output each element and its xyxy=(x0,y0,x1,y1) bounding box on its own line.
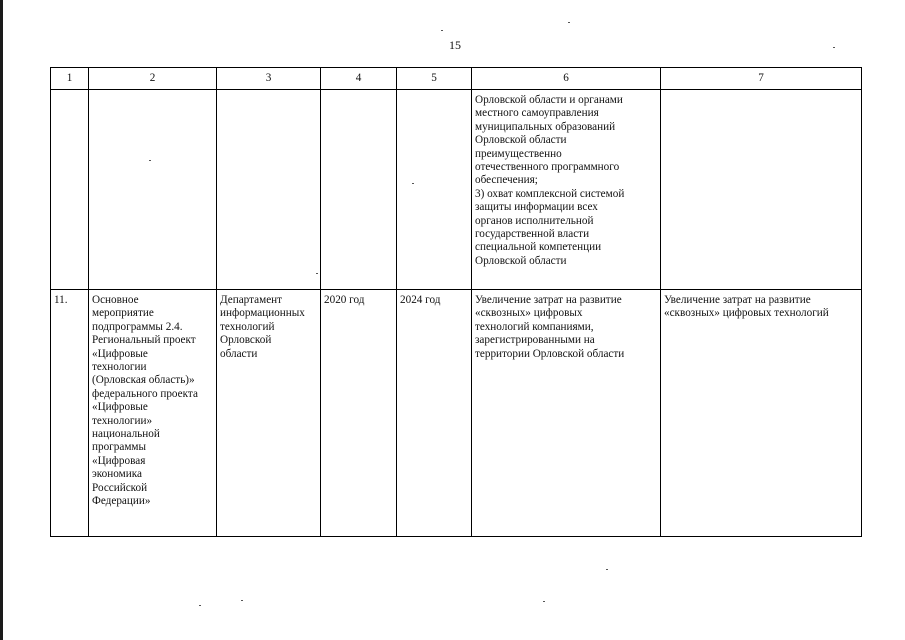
page-scan-edge xyxy=(0,0,3,640)
table-cell xyxy=(661,90,862,290)
table-cell xyxy=(397,90,472,290)
table-cell-expected-result: Увеличение затрат на развитие «сквозных» цифровых технологий компаниями, зарегистрированными на территории Орловской области xyxy=(472,290,661,537)
page-number: 15 xyxy=(449,38,461,52)
column-header: 2 xyxy=(89,68,217,90)
scan-speck xyxy=(606,569,608,570)
table-cell xyxy=(51,90,89,290)
table-cell xyxy=(321,90,397,290)
table-cell-activity: Основное мероприятие подпрограммы 2.4. Региональный проект «Цифровые технологии (Орловская область)» федерального проекта «Цифровые технологии» национальной программы «Цифровая экономика Российской Федерации» xyxy=(89,290,217,537)
table-cell-end-year: 2024 год xyxy=(397,290,472,537)
document-table xyxy=(50,67,862,537)
scan-speck xyxy=(199,605,201,606)
scan-speck xyxy=(149,160,151,161)
table-cell-row-number: 11. xyxy=(51,290,89,537)
table-cell-indicators: Орловской области и органами местного самоуправления муниципальных образований Орловской области преимущественно отечественного программного обеспечения; 3) охват комплексной системой защиты информации всех органов исполнительной государственной власти специальной компетенции Орловской области xyxy=(472,90,661,290)
column-header: 4 xyxy=(321,68,397,90)
scan-speck xyxy=(316,273,318,274)
table-header-row xyxy=(51,68,862,90)
table-row xyxy=(51,290,862,537)
table-cell-executor: Департамент информационных технологий Орловской области xyxy=(217,290,321,537)
column-header: 3 xyxy=(217,68,321,90)
table-cell xyxy=(217,90,321,290)
scan-speck xyxy=(543,601,545,602)
scan-speck xyxy=(833,47,835,48)
scan-speck xyxy=(441,30,443,31)
table-cell xyxy=(89,90,217,290)
scan-speck xyxy=(568,22,570,23)
table-row xyxy=(51,90,862,290)
column-header: 7 xyxy=(661,68,862,90)
table-cell-indicator: Увеличение затрат на развитие «сквозных» цифровых технологий xyxy=(661,290,862,537)
column-header: 5 xyxy=(397,68,472,90)
column-header: 6 xyxy=(472,68,661,90)
table-cell-start-year: 2020 год xyxy=(321,290,397,537)
scan-speck xyxy=(241,600,243,601)
scan-speck xyxy=(412,183,414,184)
column-header: 1 xyxy=(51,68,89,90)
